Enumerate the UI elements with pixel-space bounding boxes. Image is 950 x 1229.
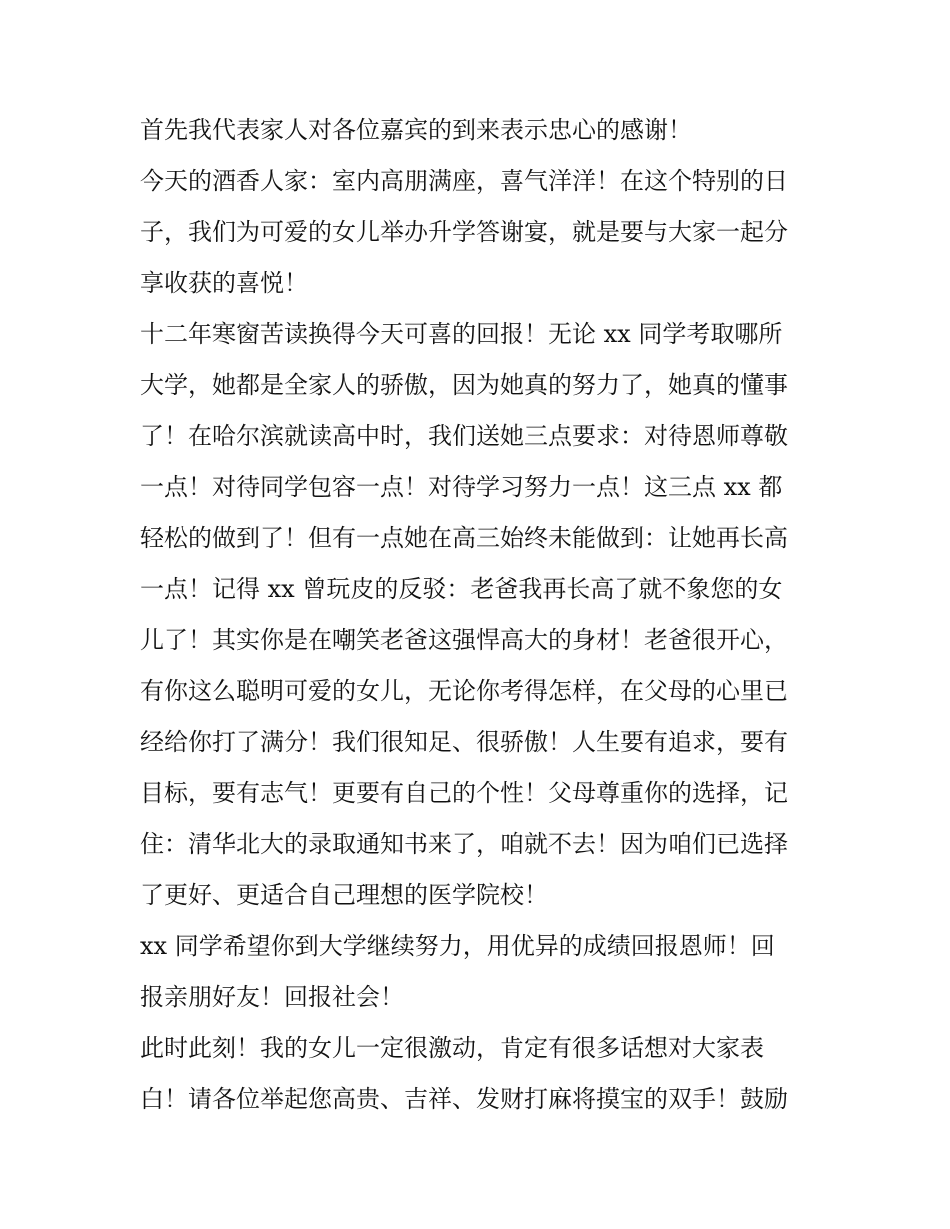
text-line: 了！在哈尔滨就读高中时，我们送她三点要求：对待恩师尊敬 [140, 422, 788, 450]
text-line: 今天的酒香人家：室内高朋满座，喜气洋洋！在这个特别的日 [140, 167, 788, 195]
text-line: 报亲朋好友！回报社会！ [140, 983, 404, 1011]
text-line: 十二年寒窗苦读换得今天可喜的回报！无论 xx 同学考取哪所 [140, 320, 783, 348]
text-line: 享收获的喜悦！ [140, 269, 308, 297]
text-line: 了更好、更适合自己理想的医学院校！ [140, 881, 548, 909]
text-line: 大学，她都是全家人的骄傲，因为她真的努力了，她真的懂事 [140, 371, 788, 399]
text-line: 一点！对待同学包容一点！对待学习努力一点！这三点 xx 都 [140, 473, 783, 501]
text-line: 白！请各位举起您高贵、吉祥、发财打麻将摸宝的双手！鼓励 [140, 1085, 788, 1113]
text-line: 儿了！其实你是在嘲笑老爸这强悍高大的身材！老爸很开心， [140, 626, 788, 654]
text-line: 子，我们为可爱的女儿举办升学答谢宴，就是要与大家一起分 [140, 218, 788, 246]
text-line: xx 同学希望你到大学继续努力，用优异的成绩回报恩师！回 [140, 932, 775, 960]
text-line: 住：清华北大的录取通知书来了，咱就不去！因为咱们已选择 [140, 830, 788, 858]
text-line: 一点！记得 xx 曾玩皮的反驳：老爸我再长高了就不象您的女 [140, 575, 783, 603]
text-line: 目标，要有志气！更要有自己的个性！父母尊重你的选择，记 [140, 779, 788, 807]
text-line: 轻松的做到了！但有一点她在高三始终未能做到：让她再长高 [140, 524, 788, 552]
text-line: 有你这么聪明可爱的女儿，无论你考得怎样，在父母的心里已 [140, 677, 788, 705]
text-line: 经给你打了满分！我们很知足、很骄傲！人生要有追求，要有 [140, 728, 788, 756]
text-line: 首先我代表家人对各位嘉宾的到来表示忠心的感谢！ [140, 116, 692, 144]
text-line: 此时此刻！我的女儿一定很激动，肯定有很多话想对大家表 [140, 1034, 764, 1062]
